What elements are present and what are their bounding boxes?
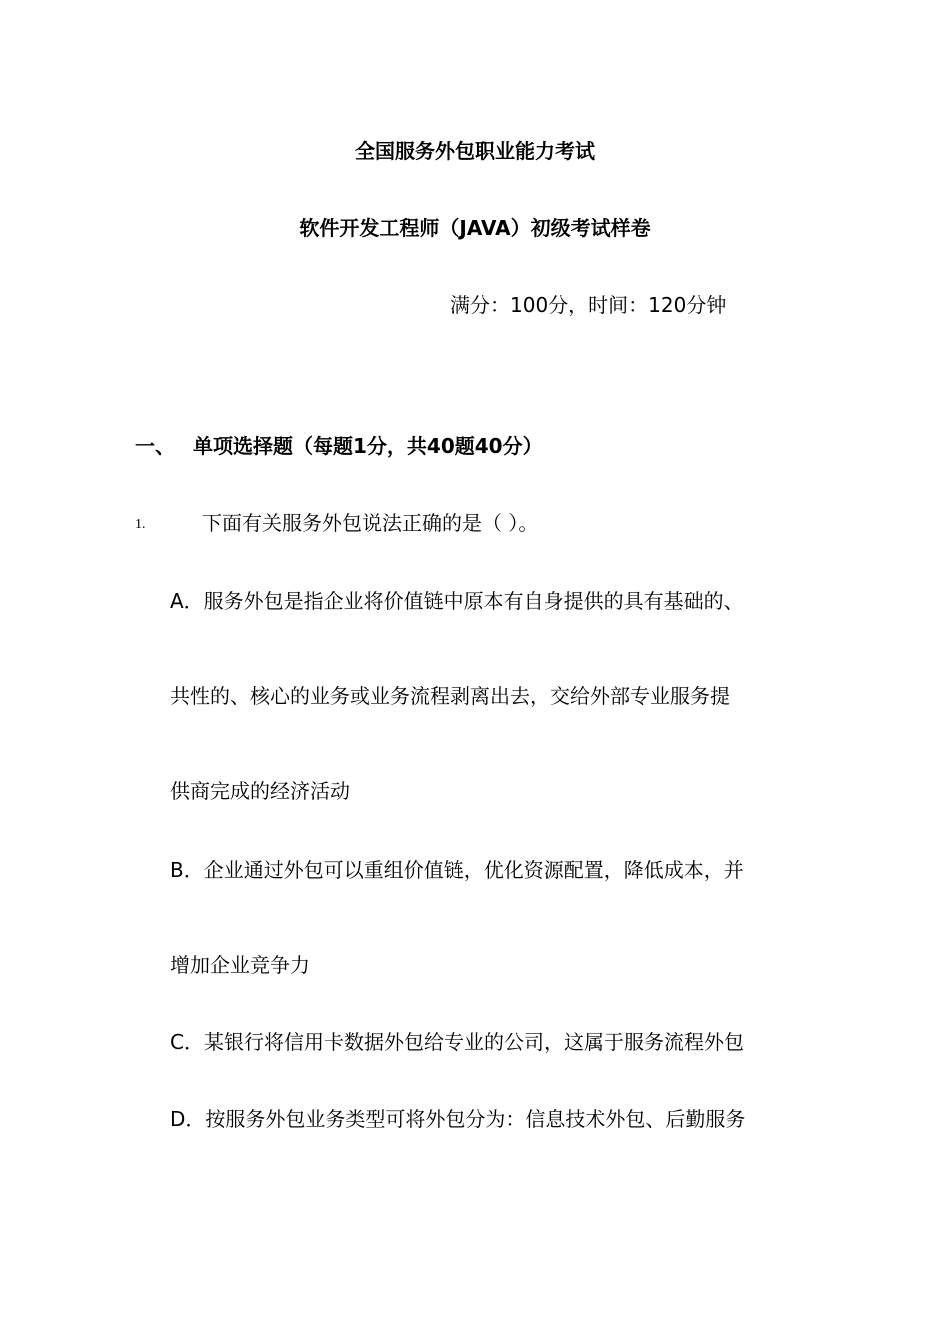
question-text: 下面有关服务外包说法正确的是（ ）。 bbox=[202, 511, 539, 535]
option-a-line-3: 供商完成的经济活动 bbox=[170, 779, 350, 803]
section-heading bbox=[135, 436, 543, 456]
question-number: 1. bbox=[135, 517, 146, 532]
document-subtitle: 软件开发工程师（JAVA）初级考试样卷 bbox=[299, 216, 651, 240]
option-a-line-1: A．服务外包是指企业将价值链中原本有自身提供的具有基础的、 bbox=[170, 589, 744, 613]
score-time-info: 满分：100分，时间：120分钟 bbox=[450, 293, 727, 317]
section-number: 一、 bbox=[135, 434, 175, 458]
option-d-line-1: D．按服务外包业务类型可将外包分为：信息技术外包、后勤服务 bbox=[170, 1107, 746, 1131]
option-c-line-1: C．某银行将信用卡数据外包给专业的公司，这属于服务流程外包 bbox=[170, 1030, 744, 1054]
option-a-line-2: 共性的、核心的业务或业务流程剥离出去，交给外部专业服务提 bbox=[170, 684, 730, 708]
section-title: 单项选择题（每题1分，共40题40分） bbox=[193, 434, 543, 458]
document-title: 全国服务外包职业能力考试 bbox=[355, 139, 595, 163]
option-b-line-1: B．企业通过外包可以重组价值链，优化资源配置，降低成本，并 bbox=[170, 858, 744, 882]
option-b-line-2: 增加企业竞争力 bbox=[170, 953, 310, 977]
